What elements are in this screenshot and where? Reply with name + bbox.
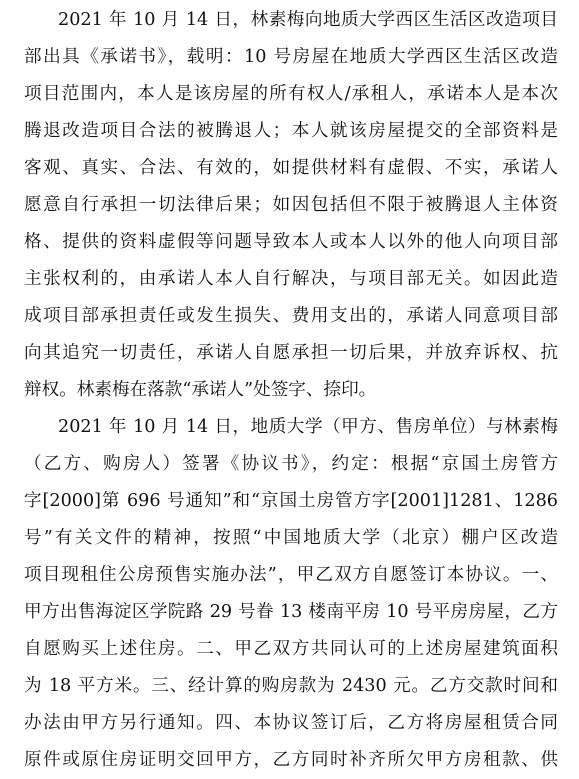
text-line: 项目范围内，本人是该房屋的所有权人/承租人，承诺本人是本次 (24, 84, 558, 104)
text-line: 部出具《承诺书》，载明：10 号房屋在地质大学西区生活区改造 (24, 47, 558, 67)
text-line: 办法由甲方另行通知。四、本协议签订后，乙方将房屋租赁合同 (24, 713, 558, 733)
text-line: 甲方出售海淀区学院路 29 号眷 13 楼南平房 10 号平房房屋，乙方 (24, 602, 558, 622)
text-line: 向其追究一切责任，承诺人自愿承担一切后果，并放弃诉权、抗 (24, 343, 558, 363)
text-line: 号”有关文件的精神，按照“中国地质大学（北京）棚户区改造 (24, 528, 558, 548)
paragraph-1 (24, 2, 558, 409)
text-line: （乙方、购房人）签署《协议书》，约定：根据“京国土房管方 (24, 454, 558, 474)
text-line: 客观、真实、合法、有效的，如提供材料有虚假、不实，承诺人 (24, 158, 558, 178)
paragraph-2 (24, 409, 558, 779)
text-line: 字[2000]第 696 号通知”和“京国土房管方字[2001]1281、1286 (24, 491, 558, 511)
text-line: 主张权利的，由承诺人本人自行解决，与项目部无关。如因此造 (24, 269, 558, 289)
text-line: 愿意自行承担一切法律后果；如因包括但不限于被腾退人主体资 (24, 195, 558, 215)
text-line: 2021 年 10 月 14 日，林素梅向地质大学西区生活区改造项目 (58, 10, 558, 30)
text-line: 为 18 平方米。三、经计算的购房款为 2430 元。乙方交款时间和 (24, 676, 558, 696)
text-line: 2021 年 10 月 14 日，地质大学（甲方、售房单位）与林素梅 (58, 417, 558, 437)
text-line: 格、提供的资料虚假等问题导致本人或本人以外的他人向项目部 (24, 232, 558, 252)
text-line: 腾退改造项目合法的被腾退人；本人就该房屋提交的全部资料是 (24, 121, 558, 141)
text-line: 项目现租住公房预售实施办法”，甲乙双方自愿签订本协议。一、 (24, 565, 558, 585)
text-line: 原件或原住房证明交回甲方，乙方同时补齐所欠甲方房租款、供 (24, 750, 558, 770)
text-line: 自愿购买上述住房。二、甲乙双方共同认可的上述房屋建筑面积 (24, 639, 558, 659)
text-line: 辩权。林素梅在落款“承诺人”处签字、捺印。 (24, 380, 377, 400)
text-line: 成项目部承担责任或发生损失、费用支出的，承诺人同意项目部 (24, 306, 558, 326)
document-body (24, 2, 558, 779)
